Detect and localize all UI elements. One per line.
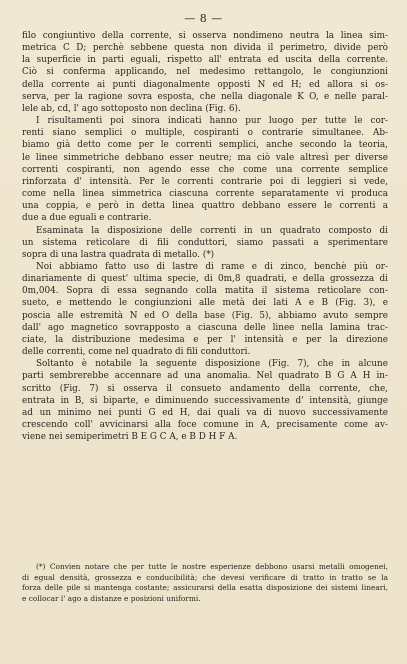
footnote-line: di egual densità, grossezza e conducibilità; che devesi verificare di tratto in tratto se la — [22, 572, 388, 582]
text-line: parti sembrerebbe accennare ad una anomalia. Nel quadrato B G A H in- — [22, 371, 388, 382]
paragraph — [22, 358, 388, 443]
text-line: ad un minimo nei punti G ed H, dai quali va di nuovo successivamente — [22, 407, 388, 418]
text-line: ciate, la distribuzione medesima e per l' intensità e per la direzione — [22, 334, 388, 345]
text-line: la superficie in parti eguali, rispetto all' entrata ed uscita della corrente. — [22, 55, 388, 66]
text-line: filo congiuntivo della corrente, si osserva nondimeno neutra la linea sim- — [22, 31, 388, 41]
text-line: un sistema reticolare di fili conduttori, siamo passati a sperimentare — [22, 237, 388, 248]
text-line: biamo già detto come per le correnti semplici, anche secondo la teoria, — [22, 140, 388, 151]
text-line: rinforzata d' intensità. Per le correnti contrarie poi di leggieri si vede, — [22, 176, 388, 187]
text-line: come nella linea simmetrica ciascuna corrente separatamente vi produca — [22, 189, 388, 200]
page-number: — 8 — — [184, 12, 223, 25]
paragraph — [22, 115, 388, 224]
text-line: Noi abbiamo fatto uso di lastre di rame e di zinco, benchè più or- — [36, 261, 388, 272]
text-line: I risultamenti poi sinora indicati hanno pur luogo per tutte le cor- — [36, 116, 388, 127]
body-text — [22, 30, 388, 443]
text-line: dall' ago magnetico sovrapposto a ciascuna delle linee nella lamina trac- — [22, 322, 388, 333]
text-line: sopra di una lastra quadrata di metallo. (*) — [22, 249, 215, 260]
footnote-line: e collocar l' ago a distanze e posizioni uniformi. — [22, 593, 201, 603]
text-line: renti siano semplici o multiple, cospiranti o contrarie simultanee. Ab- — [22, 128, 388, 139]
text-line: poscia alle estremità N ed O della base (Fig. 5), abbiamo avuto sempre — [22, 310, 388, 321]
text-line: Esaminata la disposizione delle correnti in un quadrato composto di — [36, 225, 388, 236]
text-line: Soltanto è notabile la seguente disposizione (Fig. 7), che in alcune — [36, 359, 388, 370]
text-line: scritto (Fig. 7) si osserva il consueto andamento della corrente, che, — [22, 383, 388, 394]
text-line: 0m,004. Sopra di essa segnando colla matita il sistema reticolare con- — [22, 286, 388, 297]
text-line: una coppia, e però in detta linea quattro debbano essere le correnti a — [22, 201, 388, 212]
text-line: sueto, e mettendo le congiunzioni alle metà dei lati A e B (Fig. 3), e — [22, 298, 388, 309]
text-line: crescendo coll' avvicinarsi alla foce comune in A, precisamente come av- — [22, 420, 388, 430]
footnote-line: (*) Convien notare che per tutte le nostre esperienze debbono usarsi metalli omogenei, — [36, 562, 388, 571]
text-line: correnti cospiranti, non agendo esse che come una corrente semplice — [22, 164, 388, 175]
paragraph — [22, 225, 388, 261]
text-line: le linee simmetriche debbano esser neutre; ma ciò vale altresì per diverse — [22, 152, 388, 163]
text-line: metrica C D; perchè sebbene questa non divida il perimetro, divide però — [22, 43, 388, 54]
text-line: viene nei semiperimetri B E G C A, e B D H F A. — [22, 432, 238, 443]
paragraph — [22, 30, 388, 115]
text-line: due a due eguali e contrarie. — [22, 213, 152, 224]
text-line: serva, per la ragione sovra esposta, che nella diagonale K O, e nelle paral- — [22, 91, 388, 102]
text-line: Ciò si conferma applicando, nel medesimo rettangolo, le congiunzioni — [22, 67, 388, 78]
text-line: dinariamente di quest' ultima specie, di 0m,8 quadrati, e della grossezza di — [22, 274, 388, 285]
text-line: entrata in B, si biparte, e diminuendo successivamente d' intensità, giunge — [22, 395, 388, 406]
footnote-line: forza delle pile si mantenga costante; assicurarsi della esatta disposizione dei sistemi lineari, — [22, 583, 388, 592]
footnote — [22, 562, 388, 604]
text-line: delle correnti, come nel quadrato di fili conduttori. — [22, 347, 251, 358]
text-line: della corrente ai punti diagonalmente opposti N ed H; ed allora si os- — [22, 79, 388, 90]
text-line: lele ab, cd, l' ago sottoposto non declina (Fig. 6). — [22, 103, 241, 114]
paragraph — [22, 261, 388, 358]
